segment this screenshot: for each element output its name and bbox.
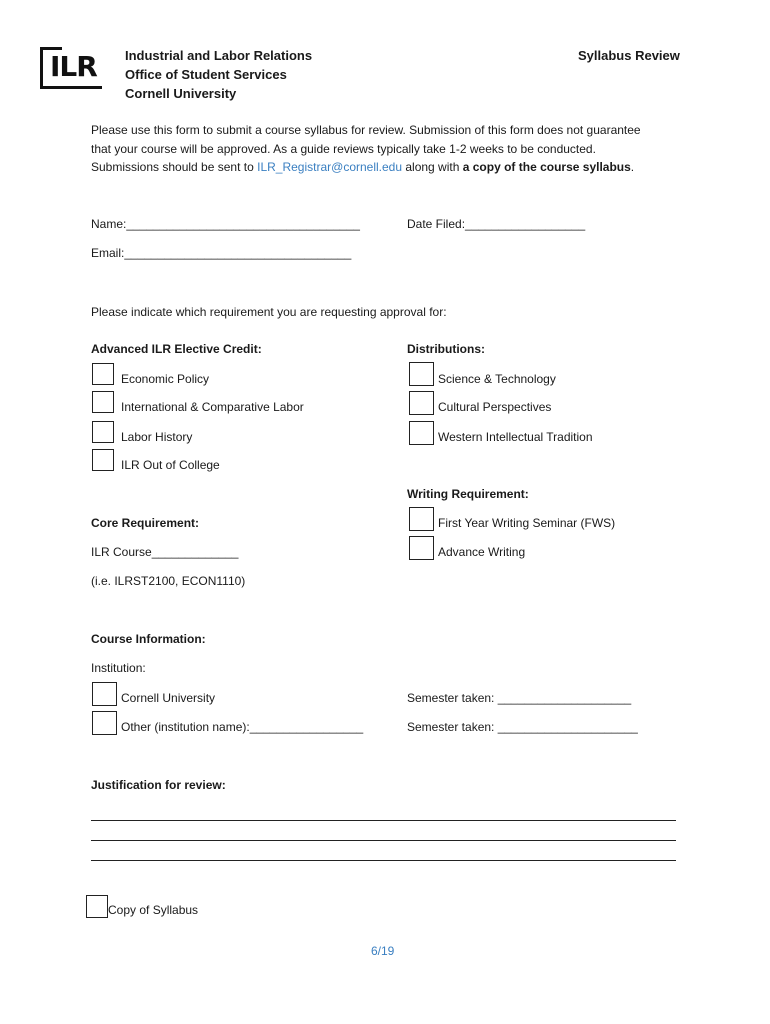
- org-line-3: Cornell University: [125, 86, 237, 101]
- justification-line-3[interactable]: [91, 860, 676, 861]
- date-filed-field[interactable]: Date Filed:__________________: [407, 217, 586, 231]
- western-intellectual-label: Western Intellectual Tradition: [438, 430, 593, 444]
- semester-taken-1[interactable]: Semester taken: ____________________: [407, 691, 632, 705]
- international-labor-checkbox[interactable]: [92, 391, 114, 413]
- labor-history-checkbox[interactable]: [92, 421, 114, 443]
- other-institution-checkbox[interactable]: [92, 711, 117, 735]
- advance-writing-checkbox[interactable]: [409, 536, 434, 560]
- ilr-out-of-college-label: ILR Out of College: [121, 458, 220, 472]
- institution-label: Institution:: [91, 661, 146, 675]
- economic-policy-label: Economic Policy: [121, 372, 210, 386]
- cornell-university-label: Cornell University: [121, 691, 216, 705]
- name-field[interactable]: Name:___________________________________: [91, 217, 360, 231]
- distributions-heading: Distributions:: [407, 342, 485, 356]
- cultural-perspectives-label: Cultural Perspectives: [438, 400, 552, 414]
- registrar-email-link[interactable]: ILR_Registrar@cornell.edu: [257, 160, 403, 174]
- course-info-heading: Course Information:: [91, 632, 206, 646]
- science-technology-label: Science & Technology: [438, 372, 556, 386]
- requirement-prompt: Please indicate which requirement you are requesting approval for:: [91, 305, 447, 319]
- justification-line-2[interactable]: [91, 840, 676, 841]
- fws-checkbox[interactable]: [409, 507, 434, 531]
- fws-label: First Year Writing Seminar (FWS): [438, 516, 616, 530]
- ilr-course-field[interactable]: ILR Course_____________: [91, 545, 239, 559]
- labor-history-label: Labor History: [121, 430, 193, 444]
- intro-line-3-bold: a copy of the course syllabus: [462, 160, 631, 174]
- other-institution-field[interactable]: Other (institution name):_________________: [121, 720, 364, 734]
- core-heading: Core Requirement:: [91, 516, 200, 530]
- form-title: Syllabus Review: [578, 48, 680, 63]
- core-example: (i.e. ILRST2100, ECON1110): [91, 574, 246, 588]
- intro-paragraph: [91, 121, 691, 177]
- intro-line-3: [91, 158, 691, 177]
- org-line-1: Industrial and Labor Relations: [125, 48, 313, 63]
- justification-heading: Justification for review:: [91, 778, 226, 792]
- intro-line-2: that your course will be approved. As a guide reviews typically take 1-2 weeks to be conducted.: [91, 141, 596, 156]
- intro-line-3-end: .: [630, 160, 635, 174]
- science-technology-checkbox[interactable]: [409, 362, 434, 386]
- western-intellectual-checkbox[interactable]: [409, 421, 434, 445]
- cornell-university-checkbox[interactable]: [92, 682, 117, 706]
- international-labor-label: International & Comparative Labor: [121, 400, 304, 414]
- org-line-2: Office of Student Services: [125, 67, 287, 82]
- ilr-out-of-college-checkbox[interactable]: [92, 449, 114, 471]
- economic-policy-checkbox[interactable]: [92, 363, 114, 385]
- writing-heading: Writing Requirement:: [407, 487, 529, 501]
- ilr-logo: [40, 47, 102, 89]
- copy-of-syllabus-label: Copy of Syllabus: [108, 903, 199, 917]
- copy-of-syllabus-checkbox[interactable]: [86, 895, 108, 918]
- page-number: 6/19: [371, 944, 395, 958]
- intro-line-3-mid: along with: [402, 160, 463, 174]
- intro-line-3-pre: Submissions should be sent to: [91, 160, 258, 174]
- justification-line-1[interactable]: [91, 820, 676, 821]
- email-field[interactable]: Email:__________________________________: [91, 246, 352, 260]
- elective-heading: Advanced ILR Elective Credit:: [91, 342, 262, 356]
- cultural-perspectives-checkbox[interactable]: [409, 391, 434, 415]
- intro-line-1: Please use this form to submit a course syllabus for review. Submission of this form does not guarantee: [91, 123, 641, 137]
- semester-taken-2[interactable]: Semester taken: _____________________: [407, 720, 638, 734]
- logo-text: ILR: [50, 50, 97, 83]
- advance-writing-label: Advance Writing: [438, 545, 526, 559]
